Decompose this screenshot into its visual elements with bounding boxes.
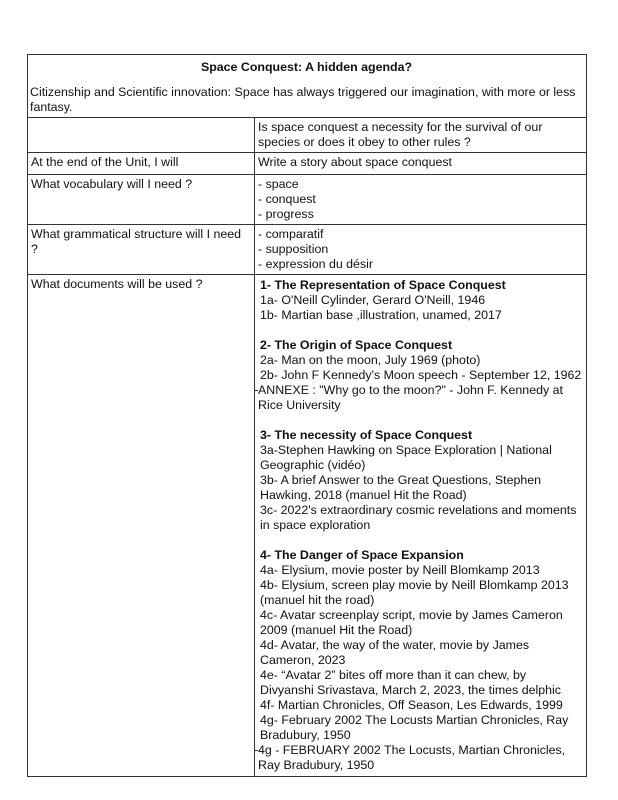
grammar-label: What grammatical structure will I need ? <box>28 225 255 275</box>
document-title: Space Conquest: A hidden agenda? <box>200 60 413 74</box>
grammar-item: - comparatif <box>258 227 583 242</box>
vocabulary-label: What vocabulary will I need ? <box>28 175 255 225</box>
doc-item: 4b- Elysium, screen play movie by Neill Blomkamp 2013 (manuel hit the road) <box>260 578 569 607</box>
doc-item: 2b- John F Kennedy's Moon speech - September 12, 1962 <box>260 368 582 382</box>
end-of-unit-label: At the end of the Unit, I will <box>28 153 255 175</box>
table-row-vocabulary <box>28 175 587 225</box>
vocabulary-list <box>258 177 583 222</box>
question-label-cell <box>28 118 255 153</box>
grammar-list <box>258 227 583 272</box>
table-row-question <box>28 118 587 153</box>
lesson-plan-page <box>27 54 585 777</box>
table-row-title <box>28 55 587 118</box>
table-row-grammar <box>28 225 587 275</box>
doc-item: 4a- Elysium, movie poster by Neill Blomkamp 2013 <box>260 563 540 577</box>
doc-item-annex: ANNEXE : "Why go to the moon?" - John F. Kennedy at Rice University <box>258 383 583 413</box>
grammar-item: - supposition <box>258 242 583 257</box>
doc-section-danger <box>260 548 583 773</box>
table-row-documents <box>28 275 587 777</box>
doc-section-heading: 4- The Danger of Space Expansion <box>260 548 464 562</box>
doc-section-representation <box>260 278 583 323</box>
doc-section-heading: 2- The Origin of Space Conquest <box>260 338 453 352</box>
documents-label: What documents will be used ? <box>28 275 255 777</box>
doc-item: 2a- Man on the moon, July 1969 (photo) <box>260 353 481 367</box>
table-row-end-of-unit <box>28 153 587 175</box>
question-value-cell: Is space conquest a necessity for the survival of our species or does it obey to other rules ? <box>255 118 587 153</box>
doc-item: 3a-Stephen Hawking on Space Exploration | National Geographic (vidéo) <box>260 443 552 472</box>
vocabulary-cell <box>255 175 587 225</box>
vocabulary-item: - conquest <box>258 192 583 207</box>
doc-item: 4e- “Avatar 2” bites off more than it can chew, by Divyanshi Srivastava, March 2, 2023, the times delphic <box>260 668 561 697</box>
doc-section-origin <box>260 338 583 413</box>
vocabulary-item: - space <box>258 177 583 192</box>
doc-section-heading: 3- The necessity of Space Conquest <box>260 428 473 442</box>
doc-item: 3b- A brief Answer to the Great Questions, Stephen Hawking, 2018 (manuel Hit the Road) <box>260 473 542 502</box>
vocabulary-item: - progress <box>258 207 583 222</box>
grammar-cell <box>255 225 587 275</box>
doc-item: 4f- Martian Chronicles, Off Season, Les Edwards, 1999 4g- February 2002 The Locusts Martian Chronicles, Ray Bradubury, 1950 <box>260 698 569 742</box>
doc-section-heading: 1- The Representation of Space Conquest <box>260 278 506 292</box>
doc-item: 3c- 2022's extraordinary cosmic revelations and moments in space exploration <box>260 503 577 532</box>
lesson-plan-table <box>27 54 587 777</box>
doc-item: 4g - FEBRUARY 2002 The Locusts, Martian Chronicles, Ray Bradubury, 1950 <box>258 743 583 773</box>
doc-item: 4c- Avatar screenplay script, movie by James Cameron 2009 (manuel Hit the Road) <box>260 608 563 637</box>
document-intro: Citizenship and Scientific innovation: Space has always triggered our imagination, with more or less fantasy. <box>30 85 576 114</box>
end-of-unit-value: Write a story about space conquest <box>255 153 587 175</box>
doc-item: 1a- O'Neill Cylinder, Gerard O'Neill, 1946 <box>260 293 486 307</box>
doc-item: 4d- Avatar, the way of the water, movie by James Cameron, 2023 <box>260 638 530 667</box>
title-cell <box>28 55 587 118</box>
documents-cell <box>255 275 587 777</box>
doc-section-necessity <box>260 428 583 533</box>
doc-item: 1b- Martian base ,illustration, unamed, 2017 <box>260 308 502 322</box>
grammar-item: - expression du désir <box>258 257 583 272</box>
